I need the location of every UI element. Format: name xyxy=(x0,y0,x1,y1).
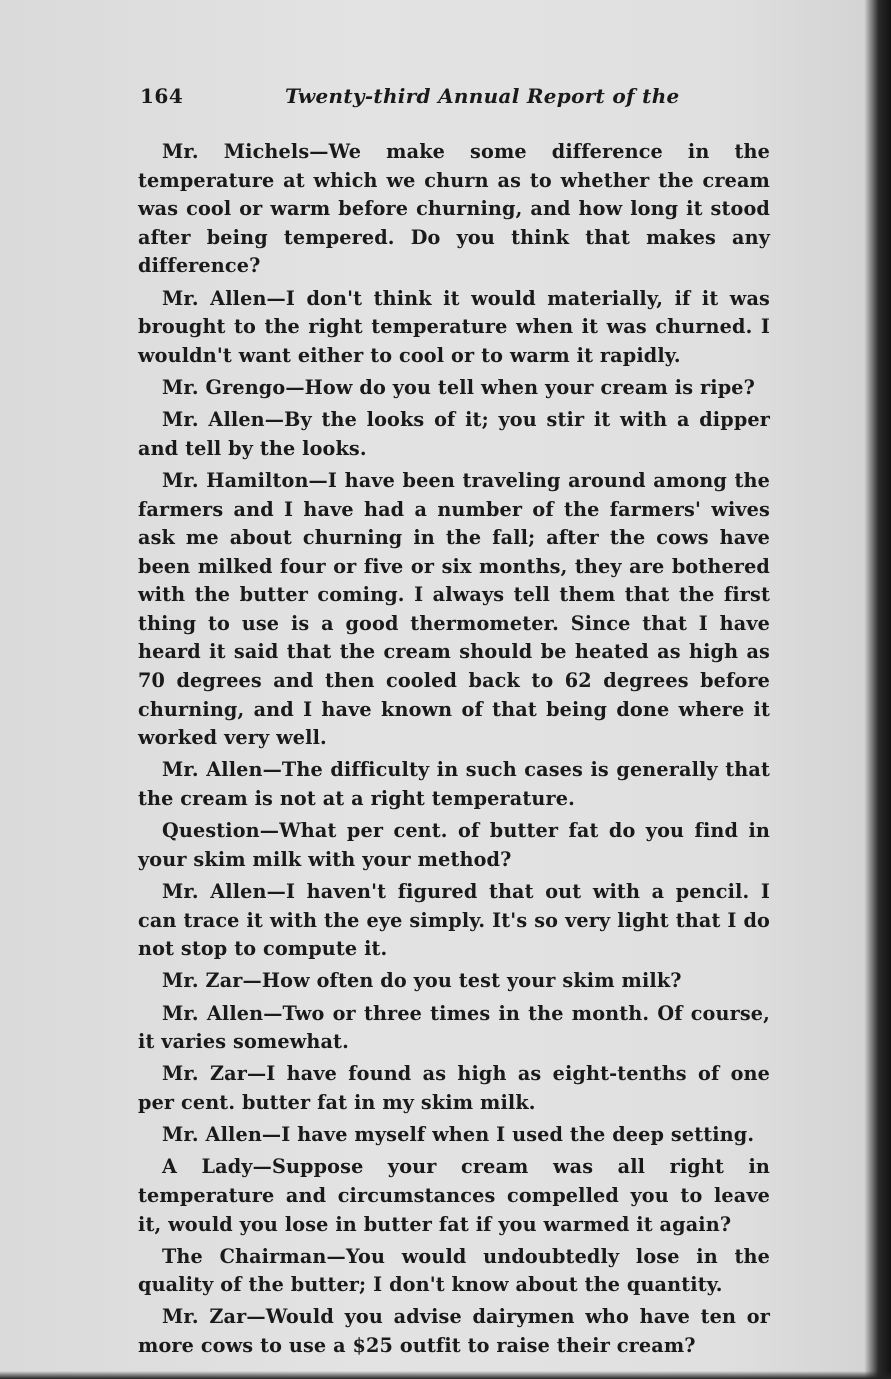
running-title: Twenty-third Annual Report of the xyxy=(285,84,680,108)
paragraph-zar-outfit: Mr. Zar—Would you advise dairymen who have ten or more cows to use a $25 outfit to raise their cream? xyxy=(138,1305,770,1358)
paragraph-allen-materially: Mr. Allen—I don't think it would materially, if it was brought to the right temperature when it was churned. I wouldn't want either to cool or to warm it rapidly. xyxy=(138,286,770,367)
paragraph-allen-looks: Mr. Allen—By the looks of it; you stir it with a dipper and tell by the looks. xyxy=(138,408,770,460)
paragraph-allen-deep-setting: Mr. Allen—I have myself when I used the deep setting. xyxy=(162,1123,755,1147)
page-number: 164 xyxy=(140,84,184,108)
paragraph-hamilton-farmers: Mr. Hamilton—I have been traveling around among the farmers and I have had a number of the farmers' wives ask me about churning in the fall; after the cows have been milked four or five or six months, they are bothered with the butter coming. I always tell them that the first thing to use is a good thermometer. Since that I have heard it said that the cream should be heated as high as 70 degrees and then cooled back to 62 degrees before churning, and I have known of that being done where it worked very well. xyxy=(138,468,770,750)
paragraph-zar-test: Mr. Zar—How often do you test your skim milk? xyxy=(162,969,682,993)
paragraph-zar-found: Mr. Zar—I have found as high as eight-tenths of one per cent. butter fat in my skim milk. xyxy=(138,1062,770,1114)
paragraph-allen-times: Mr. Allen—Two or three times in the month. Of course, it varies somewhat. xyxy=(138,1001,770,1054)
paragraph-grengo-question: Mr. Grengo—How do you tell when your cream is ripe? xyxy=(162,375,756,399)
paragraph-question-butter-fat: Question—What per cent. of butter fat do you find in your skim milk with your method? xyxy=(138,819,770,871)
paragraph-michels-temperature: Mr. Michels—We make some difference in the temperature at which we churn as to whether the cream was cool or warm before churning, and how long it stood after being tempered. Do you think that makes any difference? xyxy=(138,140,770,278)
paragraph-chairman-answer: The Chairman—You would undoubtedly lose in the quality of the butter; I don't know about the quantity. xyxy=(138,1244,770,1297)
body-text xyxy=(138,138,770,1364)
paragraph-allen-difficulty: Mr. Allen—The difficulty in such cases is generally that the cream is not at a right temperature. xyxy=(138,758,770,811)
paragraph-allen-pencil: Mr. Allen—I haven't figured that out with a pencil. I can trace it with the eye simply. It's so very light that I do not stop to compute it. xyxy=(138,880,770,961)
paragraph-lady-question: A Lady—Suppose your cream was all right in temperature and circumstances compelled you to leave it, would you lose in butter fat if you warmed it again? xyxy=(138,1155,770,1236)
page-header xyxy=(140,84,780,114)
